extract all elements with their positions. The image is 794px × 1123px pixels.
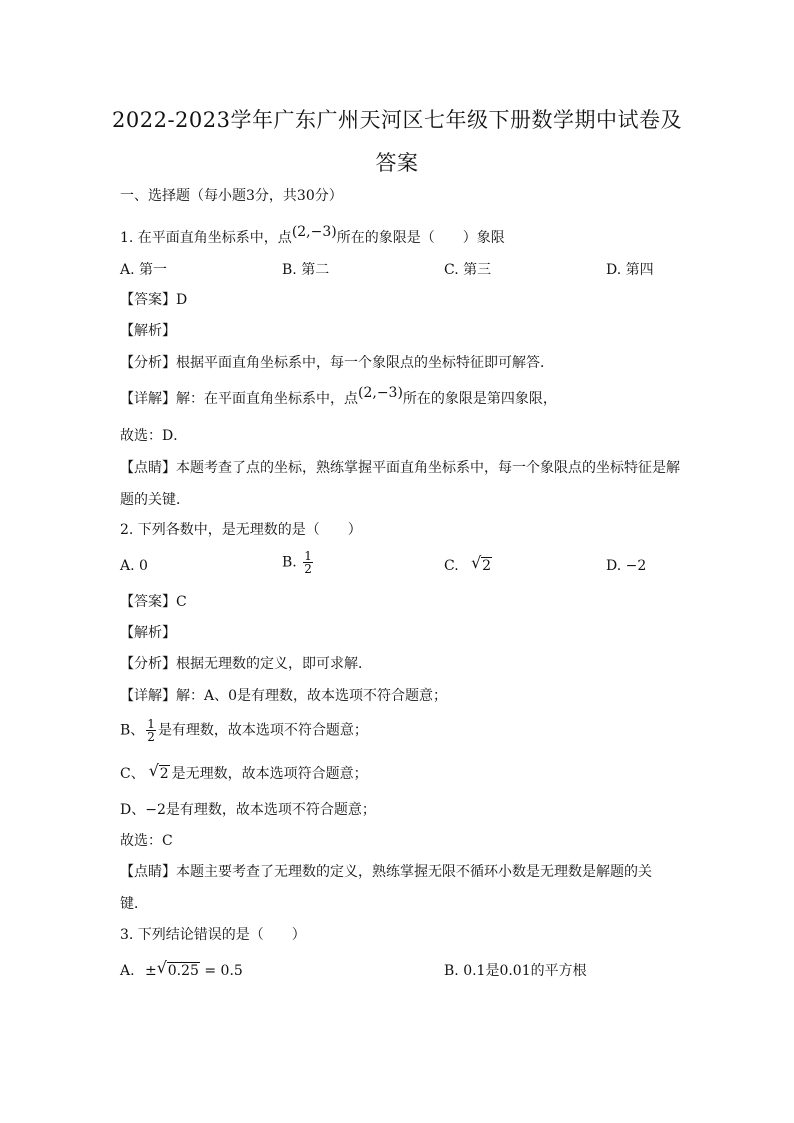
fraction-denominator: 2 <box>147 730 155 744</box>
q3-option-a-sqrt <box>156 958 200 981</box>
q1-option-d: D. 第四 <box>606 262 654 278</box>
fraction-numerator: 1 <box>147 717 155 731</box>
q2-option-b-fraction <box>303 550 313 575</box>
q2-dianjing-line-1: 【点睛】本题主要考查了无理数的定义，熟练掌握无限不循环小数是无理数是解题的关 <box>120 864 652 880</box>
q2-fenxi: 【分析】根据无理数的定义，即可求解． <box>120 656 372 672</box>
q2-option-a: A. 0 <box>120 558 148 574</box>
q3-stem: 3. 下列结论错误的是（ ） <box>120 927 306 943</box>
radical-sign-icon: √ <box>156 958 167 977</box>
q2-option-d: D. −2 <box>606 558 647 574</box>
q1-analysis-heading: 【解析】 <box>120 323 176 339</box>
q2-line-d: D、−2是有理数，故本选项不符合题意； <box>120 802 376 818</box>
q1-stem-post: 所在的象限是（ ）象限 <box>336 230 505 246</box>
sqrt-radicand: 2 <box>482 558 492 574</box>
q2-dianjing-line-2: 键． <box>120 896 148 912</box>
q1-xiangjie-point: (2,−3) <box>358 385 403 401</box>
q2-xiangjie: 【详解】解：A、0是有理数，故本选项不符合题意； <box>120 688 448 704</box>
q1-choose: 故选：D． <box>120 428 188 444</box>
q2-line-c-post: 是无理数，故本选项符合题意； <box>171 766 368 782</box>
q2-stem: 2. 下列各数中，是无理数的是（ ） <box>120 522 362 538</box>
q2-analysis-heading: 【解析】 <box>120 625 176 641</box>
q2-option-c-sqrt <box>471 553 492 576</box>
q1-dianjing-line-1: 【点睛】本题考查了点的坐标，熟练掌握平面直角坐标系中，每一个象限点的坐标特征是解 <box>120 460 680 476</box>
q3-option-a-label: A. <box>120 963 135 979</box>
q3-option-b: B. 0.1是0.01的平方根 <box>444 963 587 979</box>
q1-stem-pre: 1. 在平面直角坐标系中，点 <box>120 230 292 246</box>
q2-line-c-sqrt <box>148 761 170 784</box>
radical-sign-icon: √ <box>148 761 159 780</box>
q1-option-c: C. 第三 <box>444 262 492 278</box>
document-title-line-2: 答案 <box>375 151 419 175</box>
q1-stem <box>120 224 505 248</box>
q2-answer: 【答案】C <box>120 594 187 610</box>
q3-option-a-pm: ± <box>145 963 157 979</box>
q2-option-b-label: B. <box>282 554 297 571</box>
document-title-line-1: 2022-2023学年广东广州天河区七年级下册数学期中试卷及 <box>112 108 682 132</box>
sqrt-radicand: 0.25 <box>167 963 199 979</box>
q2-line-b-fraction <box>146 718 156 743</box>
q1-point: (2,−3) <box>291 224 337 240</box>
q2-line-c <box>120 761 368 784</box>
q1-xiangjie <box>120 385 557 409</box>
q1-option-a: A. 第一 <box>120 262 168 278</box>
radical-sign-icon: √ <box>471 553 482 572</box>
q1-option-b: B. 第二 <box>282 262 330 278</box>
sqrt-radicand: 2 <box>159 766 169 782</box>
fraction-numerator: 1 <box>304 549 312 563</box>
section-heading: 一、选择题（每小题3分，共30分） <box>120 188 343 204</box>
q1-xiangjie-post: 所在的象限是第四象限， <box>402 391 557 407</box>
q3-option-a-rest: = 0.5 <box>199 963 243 979</box>
q1-xiangjie-pre: 【详解】解：在平面直角坐标系中，点 <box>120 391 358 407</box>
q1-fenxi: 【分析】根据平面直角坐标系中，每一个象限点的坐标特征即可解答． <box>120 355 554 371</box>
fraction-denominator: 2 <box>304 562 312 576</box>
q2-option-c-label: C. <box>444 558 459 574</box>
q2-option-c <box>444 553 492 576</box>
q2-line-c-pre: C、 <box>120 766 145 782</box>
q2-line-b-post: 是有理数，故本选项不符合题意； <box>157 722 368 739</box>
q2-line-b <box>120 718 368 743</box>
q1-dianjing-line-2: 题的关键． <box>120 492 190 508</box>
q3-option-a <box>120 958 243 981</box>
q2-option-b <box>282 550 315 575</box>
q1-answer: 【答案】D <box>120 292 188 308</box>
q2-choose: 故选：C <box>120 833 173 849</box>
q2-line-b-pre: B、 <box>120 722 145 739</box>
